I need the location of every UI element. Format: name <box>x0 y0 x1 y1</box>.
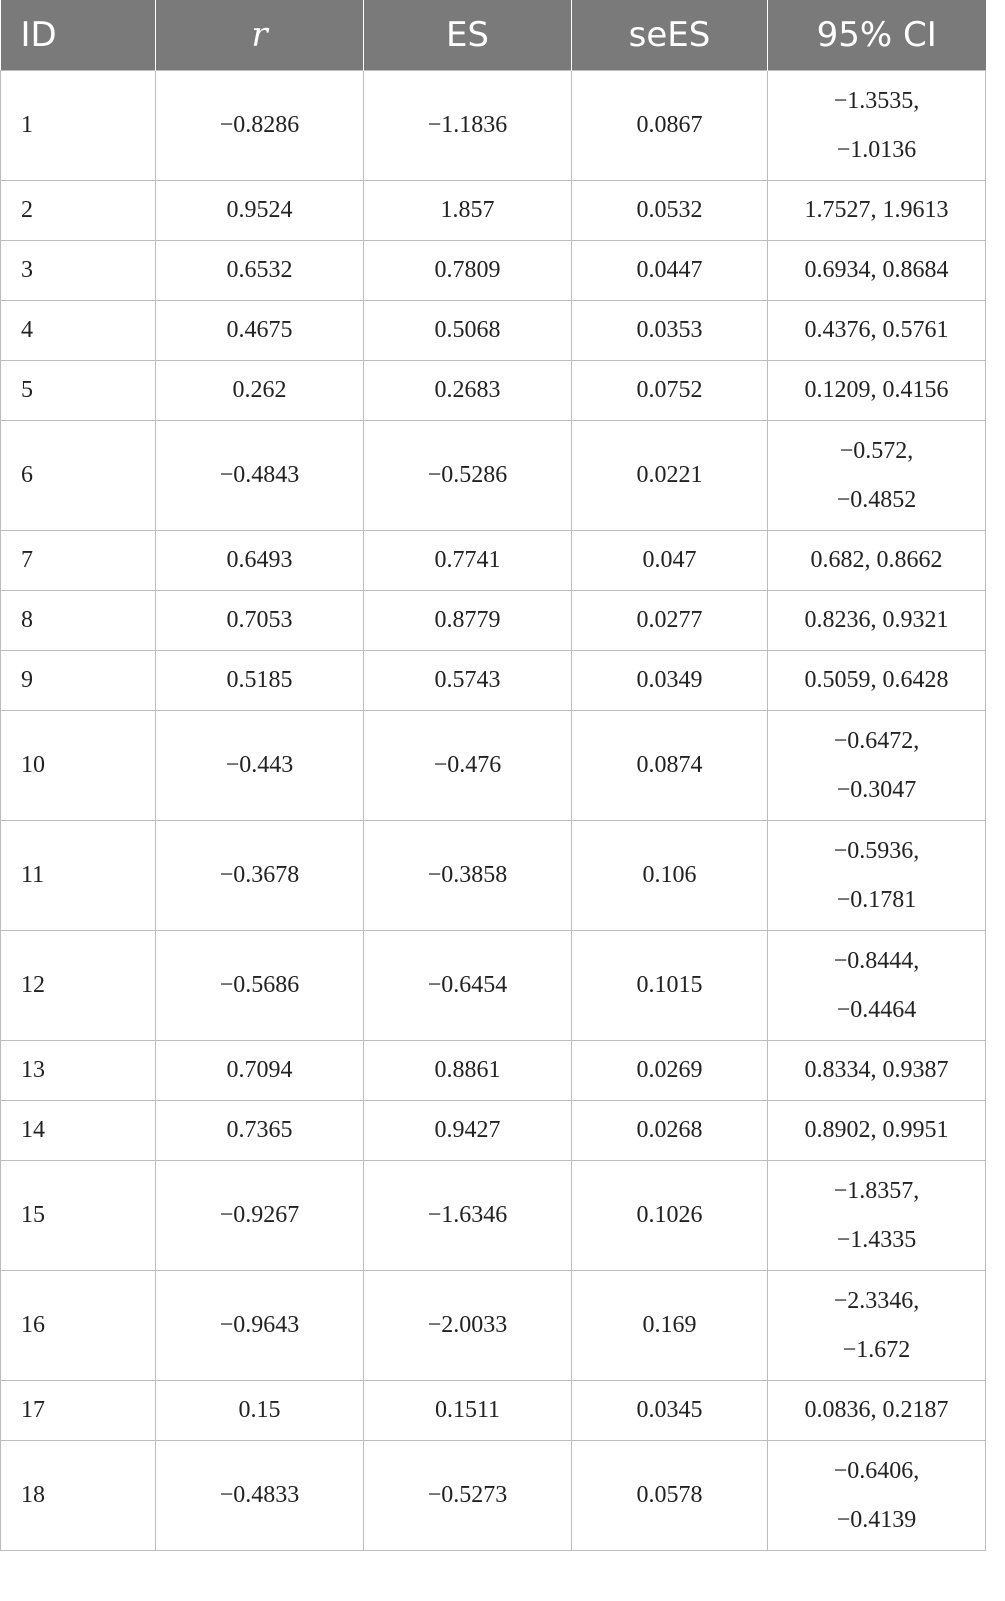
table-row <box>1 1161 986 1271</box>
cell-id: 1 <box>1 71 156 181</box>
table-row <box>1 421 986 531</box>
cell-sees: 0.0867 <box>572 71 768 181</box>
table-row <box>1 181 986 241</box>
ci-line: −0.3047 <box>836 776 917 803</box>
cell-id: 11 <box>1 821 156 931</box>
cell-id: 18 <box>1 1441 156 1551</box>
cell-es: −2.0033 <box>364 1271 572 1381</box>
cell-id: 16 <box>1 1271 156 1381</box>
ci-line: −2.3346, <box>833 1287 920 1314</box>
cell-es: −0.3858 <box>364 821 572 931</box>
cell-ci <box>768 181 986 241</box>
cell-id: 9 <box>1 651 156 711</box>
header-id: ID <box>1 0 156 71</box>
cell-r: −0.8286 <box>156 71 364 181</box>
cell-sees: 0.106 <box>572 821 768 931</box>
cell-ci <box>768 711 986 821</box>
cell-sees: 0.0353 <box>572 301 768 361</box>
table-row <box>1 1041 986 1101</box>
cell-es: 0.7741 <box>364 531 572 591</box>
table-row <box>1 241 986 301</box>
cell-ci <box>768 591 986 651</box>
cell-ci <box>768 301 986 361</box>
cell-ci <box>768 1271 986 1381</box>
cell-ci <box>768 1041 986 1101</box>
cell-sees: 0.169 <box>572 1271 768 1381</box>
table-row <box>1 1271 986 1381</box>
header-row <box>1 0 986 71</box>
cell-ci <box>768 1441 986 1551</box>
cell-id: 8 <box>1 591 156 651</box>
table-row <box>1 1381 986 1441</box>
cell-es: −1.6346 <box>364 1161 572 1271</box>
cell-sees: 0.0221 <box>572 421 768 531</box>
table-row <box>1 591 986 651</box>
cell-es: −1.1836 <box>364 71 572 181</box>
ci-line: −1.3535, <box>833 87 920 114</box>
cell-id: 6 <box>1 421 156 531</box>
ci-line: −0.4464 <box>836 996 917 1023</box>
cell-ci <box>768 651 986 711</box>
table-row <box>1 301 986 361</box>
cell-ci <box>768 931 986 1041</box>
cell-sees: 0.1015 <box>572 931 768 1041</box>
table-row <box>1 531 986 591</box>
cell-sees: 0.0752 <box>572 361 768 421</box>
cell-es: 0.8861 <box>364 1041 572 1101</box>
ci-line: 0.4376, 0.5761 <box>804 317 949 343</box>
ci-line: −0.8444, <box>833 947 920 974</box>
cell-es: −0.476 <box>364 711 572 821</box>
table-row <box>1 931 986 1041</box>
header-r: r <box>156 0 364 71</box>
table-row <box>1 1101 986 1161</box>
cell-id: 17 <box>1 1381 156 1441</box>
table-body <box>1 71 986 1551</box>
ci-line: −0.6472, <box>833 727 920 754</box>
cell-es: 1.857 <box>364 181 572 241</box>
ci-line: 0.8334, 0.9387 <box>804 1057 949 1083</box>
ci-line: −0.4139 <box>836 1506 917 1533</box>
table-row <box>1 821 986 931</box>
table-row <box>1 71 986 181</box>
cell-es: −0.5273 <box>364 1441 572 1551</box>
ci-line: 1.7527, 1.9613 <box>804 197 949 223</box>
cell-id: 12 <box>1 931 156 1041</box>
ci-line: −0.1781 <box>836 886 917 913</box>
cell-id: 4 <box>1 301 156 361</box>
cell-r: −0.3678 <box>156 821 364 931</box>
ci-line: 0.6934, 0.8684 <box>804 257 949 283</box>
table-row <box>1 1441 986 1551</box>
ci-line: 0.5059, 0.6428 <box>804 667 949 693</box>
cell-es: 0.7809 <box>364 241 572 301</box>
cell-id: 13 <box>1 1041 156 1101</box>
cell-sees: 0.0578 <box>572 1441 768 1551</box>
ci-line: 0.0836, 0.2187 <box>804 1397 949 1423</box>
cell-ci <box>768 1161 986 1271</box>
ci-line: 0.8902, 0.9951 <box>804 1117 949 1143</box>
ci-line: −1.4335 <box>836 1226 917 1253</box>
table-row <box>1 711 986 821</box>
cell-sees: 0.0874 <box>572 711 768 821</box>
cell-r: 0.15 <box>156 1381 364 1441</box>
cell-id: 14 <box>1 1101 156 1161</box>
cell-r: 0.5185 <box>156 651 364 711</box>
cell-id: 7 <box>1 531 156 591</box>
cell-es: 0.1511 <box>364 1381 572 1441</box>
cell-sees: 0.047 <box>572 531 768 591</box>
table-header <box>1 0 986 71</box>
cell-sees: 0.0349 <box>572 651 768 711</box>
cell-es: −0.6454 <box>364 931 572 1041</box>
cell-r: 0.6532 <box>156 241 364 301</box>
cell-sees: 0.0277 <box>572 591 768 651</box>
cell-id: 5 <box>1 361 156 421</box>
cell-es: 0.5068 <box>364 301 572 361</box>
cell-sees: 0.0447 <box>572 241 768 301</box>
cell-id: 2 <box>1 181 156 241</box>
cell-r: 0.7053 <box>156 591 364 651</box>
header-ci: 95% CI <box>768 0 986 71</box>
cell-sees: 0.0269 <box>572 1041 768 1101</box>
cell-es: −0.5286 <box>364 421 572 531</box>
cell-ci <box>768 531 986 591</box>
cell-id: 10 <box>1 711 156 821</box>
cell-es: 0.2683 <box>364 361 572 421</box>
ci-line: 0.8236, 0.9321 <box>804 607 949 633</box>
cell-r: 0.262 <box>156 361 364 421</box>
ci-line: −0.572, <box>839 437 914 464</box>
cell-r: 0.7094 <box>156 1041 364 1101</box>
cell-es: 0.5743 <box>364 651 572 711</box>
cell-sees: 0.0345 <box>572 1381 768 1441</box>
header-es: ES <box>364 0 572 71</box>
cell-r: −0.443 <box>156 711 364 821</box>
cell-id: 3 <box>1 241 156 301</box>
cell-es: 0.8779 <box>364 591 572 651</box>
cell-ci <box>768 1101 986 1161</box>
cell-es: 0.9427 <box>364 1101 572 1161</box>
cell-ci <box>768 421 986 531</box>
cell-r: 0.9524 <box>156 181 364 241</box>
cell-sees: 0.0532 <box>572 181 768 241</box>
cell-r: −0.4843 <box>156 421 364 531</box>
cell-r: 0.6493 <box>156 531 364 591</box>
cell-ci <box>768 361 986 421</box>
cell-r: −0.4833 <box>156 1441 364 1551</box>
ci-line: −0.5936, <box>833 837 920 864</box>
ci-line: −1.8357, <box>833 1177 920 1204</box>
header-sees: seES <box>572 0 768 71</box>
cell-ci <box>768 71 986 181</box>
cell-ci <box>768 1381 986 1441</box>
table-row <box>1 361 986 421</box>
cell-r: −0.9643 <box>156 1271 364 1381</box>
cell-r: 0.4675 <box>156 301 364 361</box>
table-row <box>1 651 986 711</box>
ci-line: −0.6406, <box>833 1457 920 1484</box>
cell-r: −0.5686 <box>156 931 364 1041</box>
cell-sees: 0.0268 <box>572 1101 768 1161</box>
cell-id: 15 <box>1 1161 156 1271</box>
cell-r: −0.9267 <box>156 1161 364 1271</box>
cell-sees: 0.1026 <box>572 1161 768 1271</box>
ci-line: 0.1209, 0.4156 <box>804 377 949 403</box>
ci-line: −1.0136 <box>836 136 917 163</box>
ci-line: 0.682, 0.8662 <box>810 547 943 573</box>
cell-ci <box>768 241 986 301</box>
ci-line: −0.4852 <box>836 486 917 513</box>
cell-r: 0.7365 <box>156 1101 364 1161</box>
ci-line: −1.672 <box>842 1336 911 1363</box>
cell-ci <box>768 821 986 931</box>
